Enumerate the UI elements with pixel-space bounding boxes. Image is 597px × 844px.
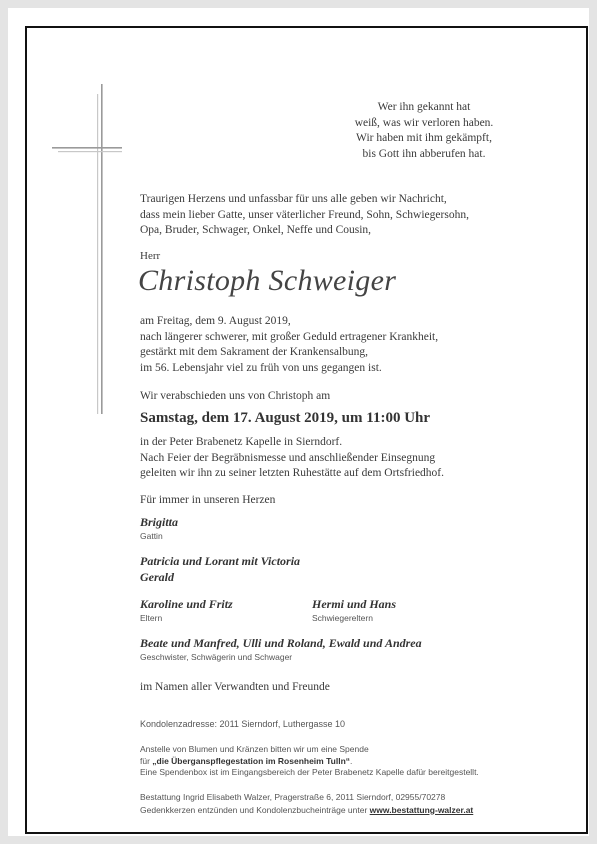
poem-line: bis Gott ihn abberufen hat. [362, 147, 486, 160]
forever-text: Für immer in unseren Herzen [140, 494, 276, 506]
mourner-name: Karoline und Fritz [140, 597, 233, 611]
cross-icon [52, 84, 122, 414]
mourner-role: Eltern [140, 613, 163, 623]
death-line: gestärkt mit dem Sakrament der Krankensalbung, [140, 346, 369, 358]
mourner-role: Geschwister, Schwägerin und Schwager [140, 652, 293, 662]
death-details [140, 314, 438, 376]
funeral-home-prefix: Gedenkkerzen entzünden und Kondolenzbucheinträge unter [140, 804, 370, 815]
ceremony-line: in der Peter Brabenetz Kapelle in Sierndorf. [140, 436, 343, 448]
intro-line: Opa, Bruder, Schwager, Onkel, Neffe und Cousin, [140, 224, 372, 236]
farewell-text: Wir verabschieden uns von Christoph am [140, 390, 331, 402]
mourner-name: Brigitta [140, 515, 179, 529]
intro-text [140, 192, 469, 239]
funeral-home-line [140, 804, 473, 817]
poem [308, 100, 540, 162]
donation-suffix: . [350, 755, 353, 766]
condolence-address: Kondolenzadresse: 2011 Sierndorf, Luthergasse 10 [140, 719, 345, 729]
funeral-date: Samstag, dem 17. August 2019, um 11:00 Uhr [140, 410, 431, 426]
poem-line: weiß, was wir verloren haben. [354, 116, 494, 129]
mourner-name: Patricia und Lorant mit Victoria [140, 554, 301, 568]
poem-line: Wer ihn gekannt hat [377, 101, 471, 113]
death-line: nach längerer schwerer, mit großer Geduld ertragener Krankheit, [140, 330, 439, 343]
donation-line: Eine Spendenbox ist im Eingangsbereich der Peter Brabenetz Kapelle dafür bereitgestellt. [140, 767, 479, 777]
poem-line: Wir haben mit ihm gekämpft, [356, 132, 492, 144]
intro-line: Traurigen Herzens und unfassbar für uns alle geben wir Nachricht, [140, 193, 447, 205]
intro-line: dass mein lieber Gatte, unser väterlicher Freund, Sohn, Schwiegersohn, [140, 208, 469, 221]
funeral-home-info [140, 791, 473, 816]
deceased-name: Christoph Schweiger [138, 264, 397, 297]
mourner-role: Schwiegereltern [312, 613, 373, 623]
donation-text [140, 744, 479, 779]
death-line: im 56. Lebensjahr viel zu früh von uns gegangen ist. [140, 361, 382, 374]
donation-recipient: „die Überganspflegestation im Rosenheim Tulln“ [152, 755, 351, 766]
donation-line [140, 756, 479, 768]
obituary-page [8, 8, 589, 836]
mourner-name: Hermi und Hans [312, 597, 397, 611]
donation-prefix: für [140, 755, 153, 766]
honorific: Herr [140, 250, 161, 262]
funeral-home-link[interactable]: www.bestattung-walzer.at [369, 804, 474, 815]
death-line: am Freitag, dem 9. August 2019, [140, 315, 291, 327]
ceremony-details [140, 435, 444, 482]
donation-line: Anstelle von Blumen und Kränzen bitten wir um eine Spende [140, 744, 369, 754]
relatives-text: im Namen aller Verwandten und Freunde [140, 681, 330, 693]
mourner-name: Gerald [140, 570, 174, 584]
funeral-home-line: Bestattung Ingrid Elisabeth Walzer, Pragerstraße 6, 2011 Sierndorf, 02955/70278 [140, 792, 446, 802]
ceremony-line: Nach Feier der Begräbnismesse und anschließender Einsegnung [140, 451, 436, 464]
mourner-name: Beate und Manfred, Ulli und Roland, Ewald und Andrea [140, 636, 422, 650]
mourner-role: Gattin [140, 531, 163, 541]
ceremony-line: geleiten wir ihn zu seiner letzten Ruhestätte auf dem Ortsfriedhof. [140, 467, 445, 479]
